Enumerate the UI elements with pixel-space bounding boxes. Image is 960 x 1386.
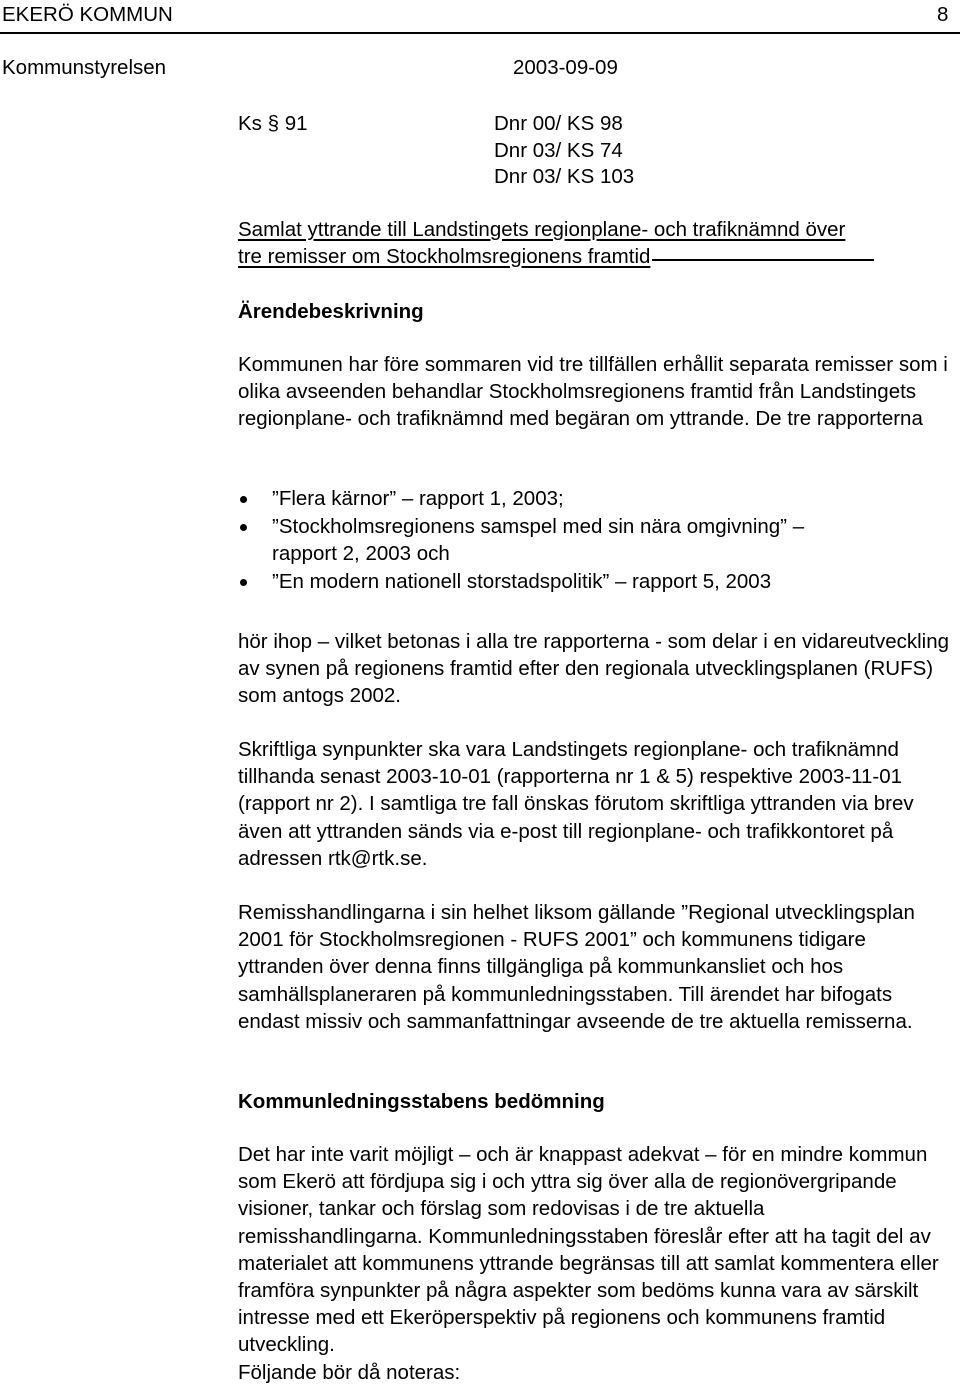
title-underline-extension (652, 259, 874, 261)
paragraph-text: Remisshandlingarna i sin helhet liksom gällande ”Regional utvecklingsplan 2001 för Stockholmsregionen - RUFS 2001” och kommunens tidigare yttranden över denna finns tillgängliga på kommunkansliet och hos samhällsplaneraren på kommunledningsstaben. Till ärendet har bifogats endast missiv och sammanfattningar avseende de tre aktuella remisserna. (238, 901, 915, 1033)
body-paragraph (238, 1141, 954, 1386)
diary-number: Dnr 03/ KS 74 (494, 138, 623, 162)
body-paragraph (238, 736, 954, 872)
section-heading: Kommunledningsstabens bedömning (238, 1090, 605, 1113)
intro-paragraph (238, 351, 954, 433)
case-title (238, 217, 954, 270)
org-name: EKERÖ KOMMUN (2, 3, 173, 26)
diary-numbers (494, 111, 634, 191)
diary-number: Dnr 03/ KS 103 (494, 165, 635, 188)
paragraph-text: Kommunen har före sommaren vid tre tillfällen erhållit separata remisser som i olika avseenden behandlar Stockholmsregionens framtid från Landstingets regionplane- och trafiknämnd med begäran om yttrande. De tre rapporterna (238, 353, 948, 431)
body-paragraph (238, 628, 954, 710)
header-divider (0, 32, 960, 34)
diary-number: Dnr 00/ KS 98 (494, 112, 623, 135)
paragraph-number: Ks § 91 (238, 112, 308, 135)
paragraph-text: Skriftliga synpunkter ska vara Landstingets regionplane- och trafiknämnd tillhanda senast 2003-10-01 (rapporterna nr 1 & 5) respektive 2003-11-01 (rapport nr 2). I samtliga tre fall önskas förutom skriftliga yttranden via brev även att yttranden sänds via e-post till regionplane- och trafikkontoret på adressen rtk@rtk.se. (238, 738, 914, 870)
page-number: 8 (937, 3, 949, 26)
committee-name: Kommunstyrelsen (2, 56, 167, 79)
meeting-date: 2003-09-09 (513, 56, 618, 79)
bullet-icon (240, 579, 247, 586)
paragraph-text: hör ihop – vilket betonas i alla tre rapporterna - som delar i en vidareutveckling av synen på regionens framtid efter den regionala utvecklingsplanen (RUFS) som antogs 2002. (238, 630, 950, 708)
bullet-icon (240, 496, 247, 503)
list-item (238, 513, 954, 568)
list-item-text: ”Flera kärnor” – rapport 1, 2003; (272, 487, 564, 510)
list-item (238, 485, 954, 513)
paragraph-text: Det har inte varit möjligt – och är knappast adekvat – för en mindre kommun som Ekerö att fördjupa sig i och yttra sig över alla de regionövergripande visioner, tankar och förslag som redovisas i de tre aktuella remisshandlingarna. Kommunledningsstaben föreslår efter att ha tagit del av materialet att kommunens yttrande begränsas till att samlat kommentera eller framföra synpunkter på några aspekter som bedöms kunna vara av särskilt intresse med ett Ekeröperspektiv på regionens och kommunens framtid utveckling. (238, 1143, 939, 1357)
body-paragraph (238, 899, 954, 1035)
paragraph-text: Följande bör då noteras: (238, 1360, 461, 1384)
case-title-line: Samlat yttrande till Landstingets regionplane- och trafiknämnd över (238, 218, 846, 241)
report-list (238, 485, 954, 595)
case-title-line-2 (238, 244, 954, 271)
bullet-icon (240, 524, 247, 531)
list-item-text: ”Stockholmsregionens samspel med sin nära omgivning” – rapport 2, 2003 och (272, 514, 805, 565)
case-title-line: tre remisser om Stockholmsregionens framtid (238, 244, 651, 268)
list-item (238, 568, 954, 596)
list-item-text: ”En modern nationell storstadspolitik” – rapport 5, 2003 (272, 569, 772, 593)
section-heading: Ärendebeskrivning (238, 300, 424, 323)
